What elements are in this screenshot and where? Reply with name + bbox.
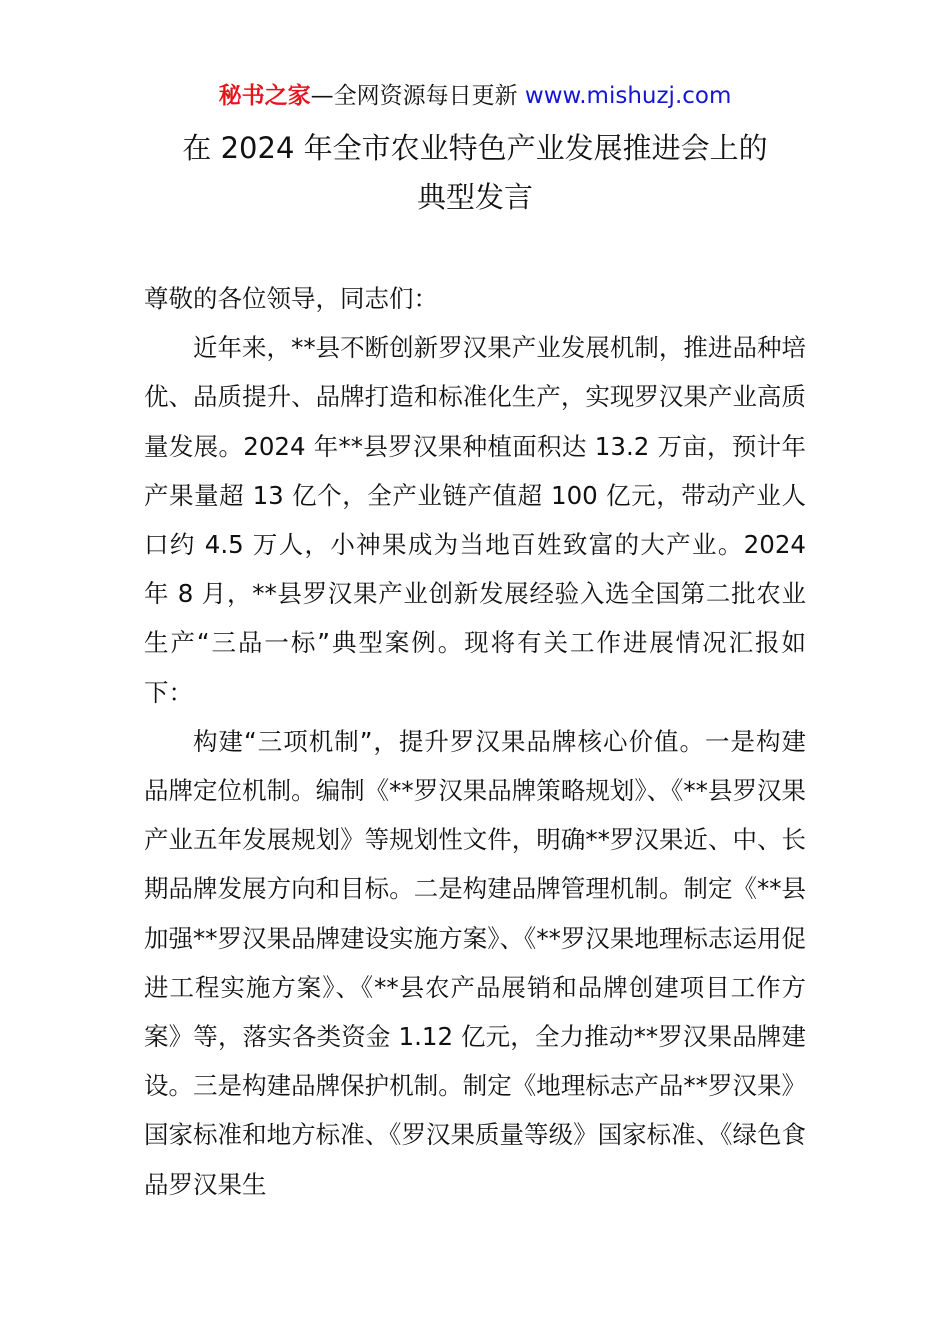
brand-name: 秘书之家	[218, 83, 311, 109]
site-url-link[interactable]: www.mishuzj.com	[524, 83, 732, 109]
document-title	[0, 124, 950, 222]
document-body	[144, 274, 806, 1209]
title-line-1: 在 2024 年全市农业特色产业发展推进会上的	[182, 131, 768, 165]
salutation: 尊敬的各位领导，同志们：	[144, 284, 438, 313]
title-line-2: 典型发言	[416, 180, 533, 214]
body-paragraph-2: 构建“三项机制”，提升罗汉果品牌核心价值。一是构建品牌定位机制。编制《**罗汉果品牌策略规划》、《**县罗汉果产业五年发展规划》等规划性文件，明确**罗汉果近、中、长期品牌发展方向和目标。二是构建品牌管理机制。制定《**县加强**罗汉果品牌建设实施方案》、《**罗汉果地理标志运用促进工程实施方案》、《**县农产品展销和品牌创建项目工作方案》等，落实各类资金 1.12 亿元，全力推动**罗汉果品牌建设。三是构建品牌保护机制。制定《地理标志产品**罗汉果》国家标准和地方标准、《罗汉果质量等级》国家标准、《绿色食品罗汉果生	[144, 726, 806, 1199]
site-header	[0, 80, 950, 112]
site-tagline: —全网资源每日更新	[310, 83, 525, 109]
body-paragraph-1: 近年来，**县不断创新罗汉果产业发展机制，推进品种培优、品质提升、品牌打造和标准化生产，实现罗汉果产业高质量发展。2024 年**县罗汉果种植面积达 13.2 万亩，预计年产果量超 13 亿个，全产业链产值超 100 亿元，带动产业人口约 4.5 万人，小神果成为当地百姓致富的大产业。2024 年 8 月，**县罗汉果产业创新发展经验入选全国第二批农业生产“三品一标”典型案例。现将有关工作进展情况汇报如下：	[144, 333, 806, 707]
